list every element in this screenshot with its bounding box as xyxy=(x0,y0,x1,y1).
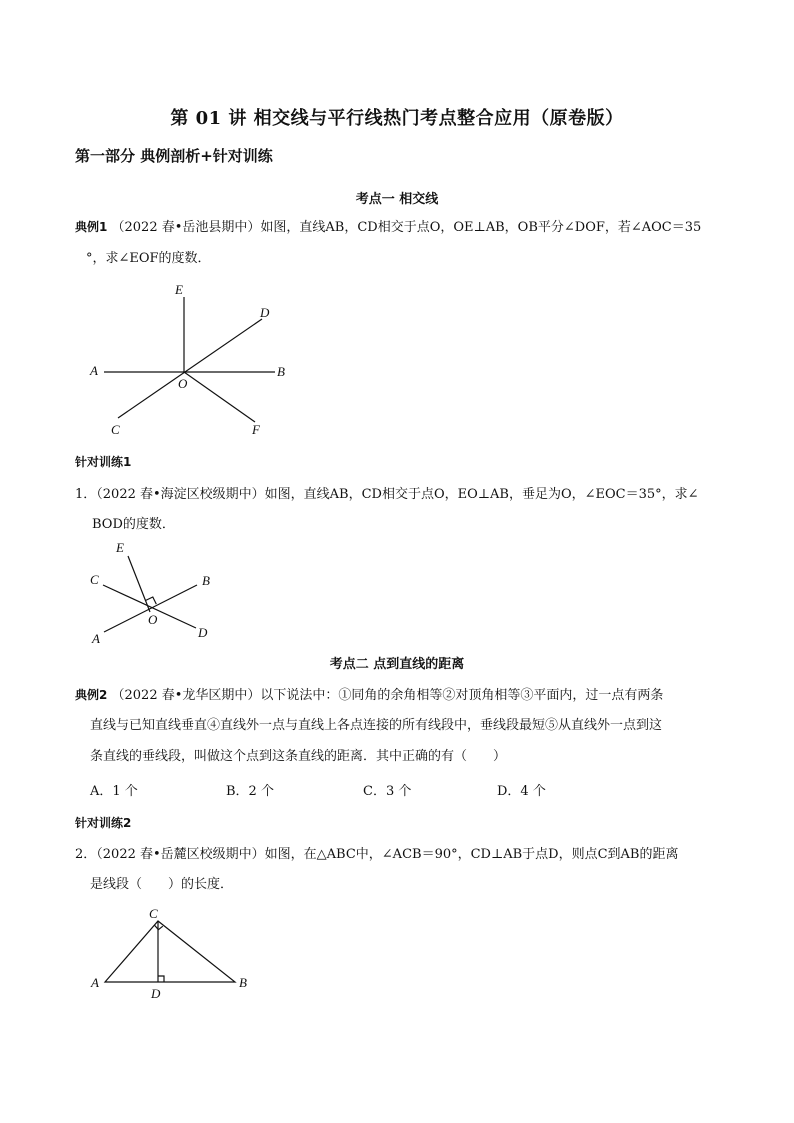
option-a: A．1 个 xyxy=(90,784,138,799)
fig3-label-c: C xyxy=(149,906,158,921)
example-2-line-2: 直线与已知直线垂直④直线外一点与直线上各点连接的所有线段中，垂线段最短⑤从直线外一点到这 xyxy=(90,718,663,733)
fig2-label-d: D xyxy=(198,625,208,640)
fig1-label-a: A xyxy=(90,363,98,378)
section-title-2: 考点二 点到直线的距离 xyxy=(329,657,465,672)
example-2-line-3: 条直线的垂线段，叫做这个点到这条直线的距离．其中正确的有（ ） xyxy=(90,749,507,764)
training-1-line-2: BOD的度数． xyxy=(92,517,175,532)
example-1-text-1: （2022 春•岳池县期中）如图，直线AB，CD相交于点O，OE⊥AB，OB平分∠DOF，若∠AOC＝35 xyxy=(111,220,702,235)
fig1-label-e: E xyxy=(175,282,183,297)
page-title: 第 01 讲 相交线与平行线热门考点整合应用（原卷版） xyxy=(170,108,624,129)
training-1-line-1: 1．（2022 春•海淀区校级期中）如图，直线AB，CD相交于点O，EO⊥AB，垂足为O，∠EOC＝35°，求∠ xyxy=(75,487,699,502)
fig3-label-d: D xyxy=(151,986,161,1001)
fig1-label-f: F xyxy=(252,422,260,437)
option-d: D．4 个 xyxy=(497,784,546,799)
fig3-right-angle-mark-c xyxy=(154,925,162,930)
fig2-label-b: B xyxy=(202,573,210,588)
training-2-line-1: 2．（2022 春•岳麓区校级期中）如图，在△ABC中，∠ACB＝90°，CD⊥AB于点D，则点C到AB的距离 xyxy=(75,847,679,862)
section-title-1: 考点一 相交线 xyxy=(355,192,439,207)
training-2-label: 针对训练2 xyxy=(75,816,132,830)
fig2-label-c: C xyxy=(90,572,99,587)
example-1-label: 典例1 xyxy=(75,220,108,234)
fig2-label-a: A xyxy=(92,631,100,646)
fig1-label-c: C xyxy=(111,422,120,437)
training-2-line-2: 是线段（ ）的长度． xyxy=(90,877,234,892)
option-b: B．2 个 xyxy=(226,784,274,799)
fig1-label-b: B xyxy=(277,364,285,379)
fig3-right-angle-mark-d xyxy=(158,976,164,982)
fig2-label-o: O xyxy=(148,612,158,627)
fig3-label-b: B xyxy=(239,975,247,990)
part-heading: 第一部分 典例剖析+针对训练 xyxy=(75,147,273,165)
training-1-label: 针对训练1 xyxy=(75,455,132,469)
example-2-label: 典例2 xyxy=(75,688,108,702)
example-1-line-2: °，求∠EOF的度数． xyxy=(86,251,211,266)
option-c: C．3 个 xyxy=(363,784,412,799)
fig1-label-o: O xyxy=(178,376,188,391)
fig3-label-a: A xyxy=(91,975,99,990)
fig2-label-e: E xyxy=(116,540,124,555)
example-2-text-1: （2022 春•龙华区期中）以下说法中：①同角的余角相等②对顶角相等③平面内，过一点有两条 xyxy=(111,688,664,703)
fig1-label-d: D xyxy=(260,305,270,320)
fig3-triangle-abc xyxy=(105,921,235,982)
